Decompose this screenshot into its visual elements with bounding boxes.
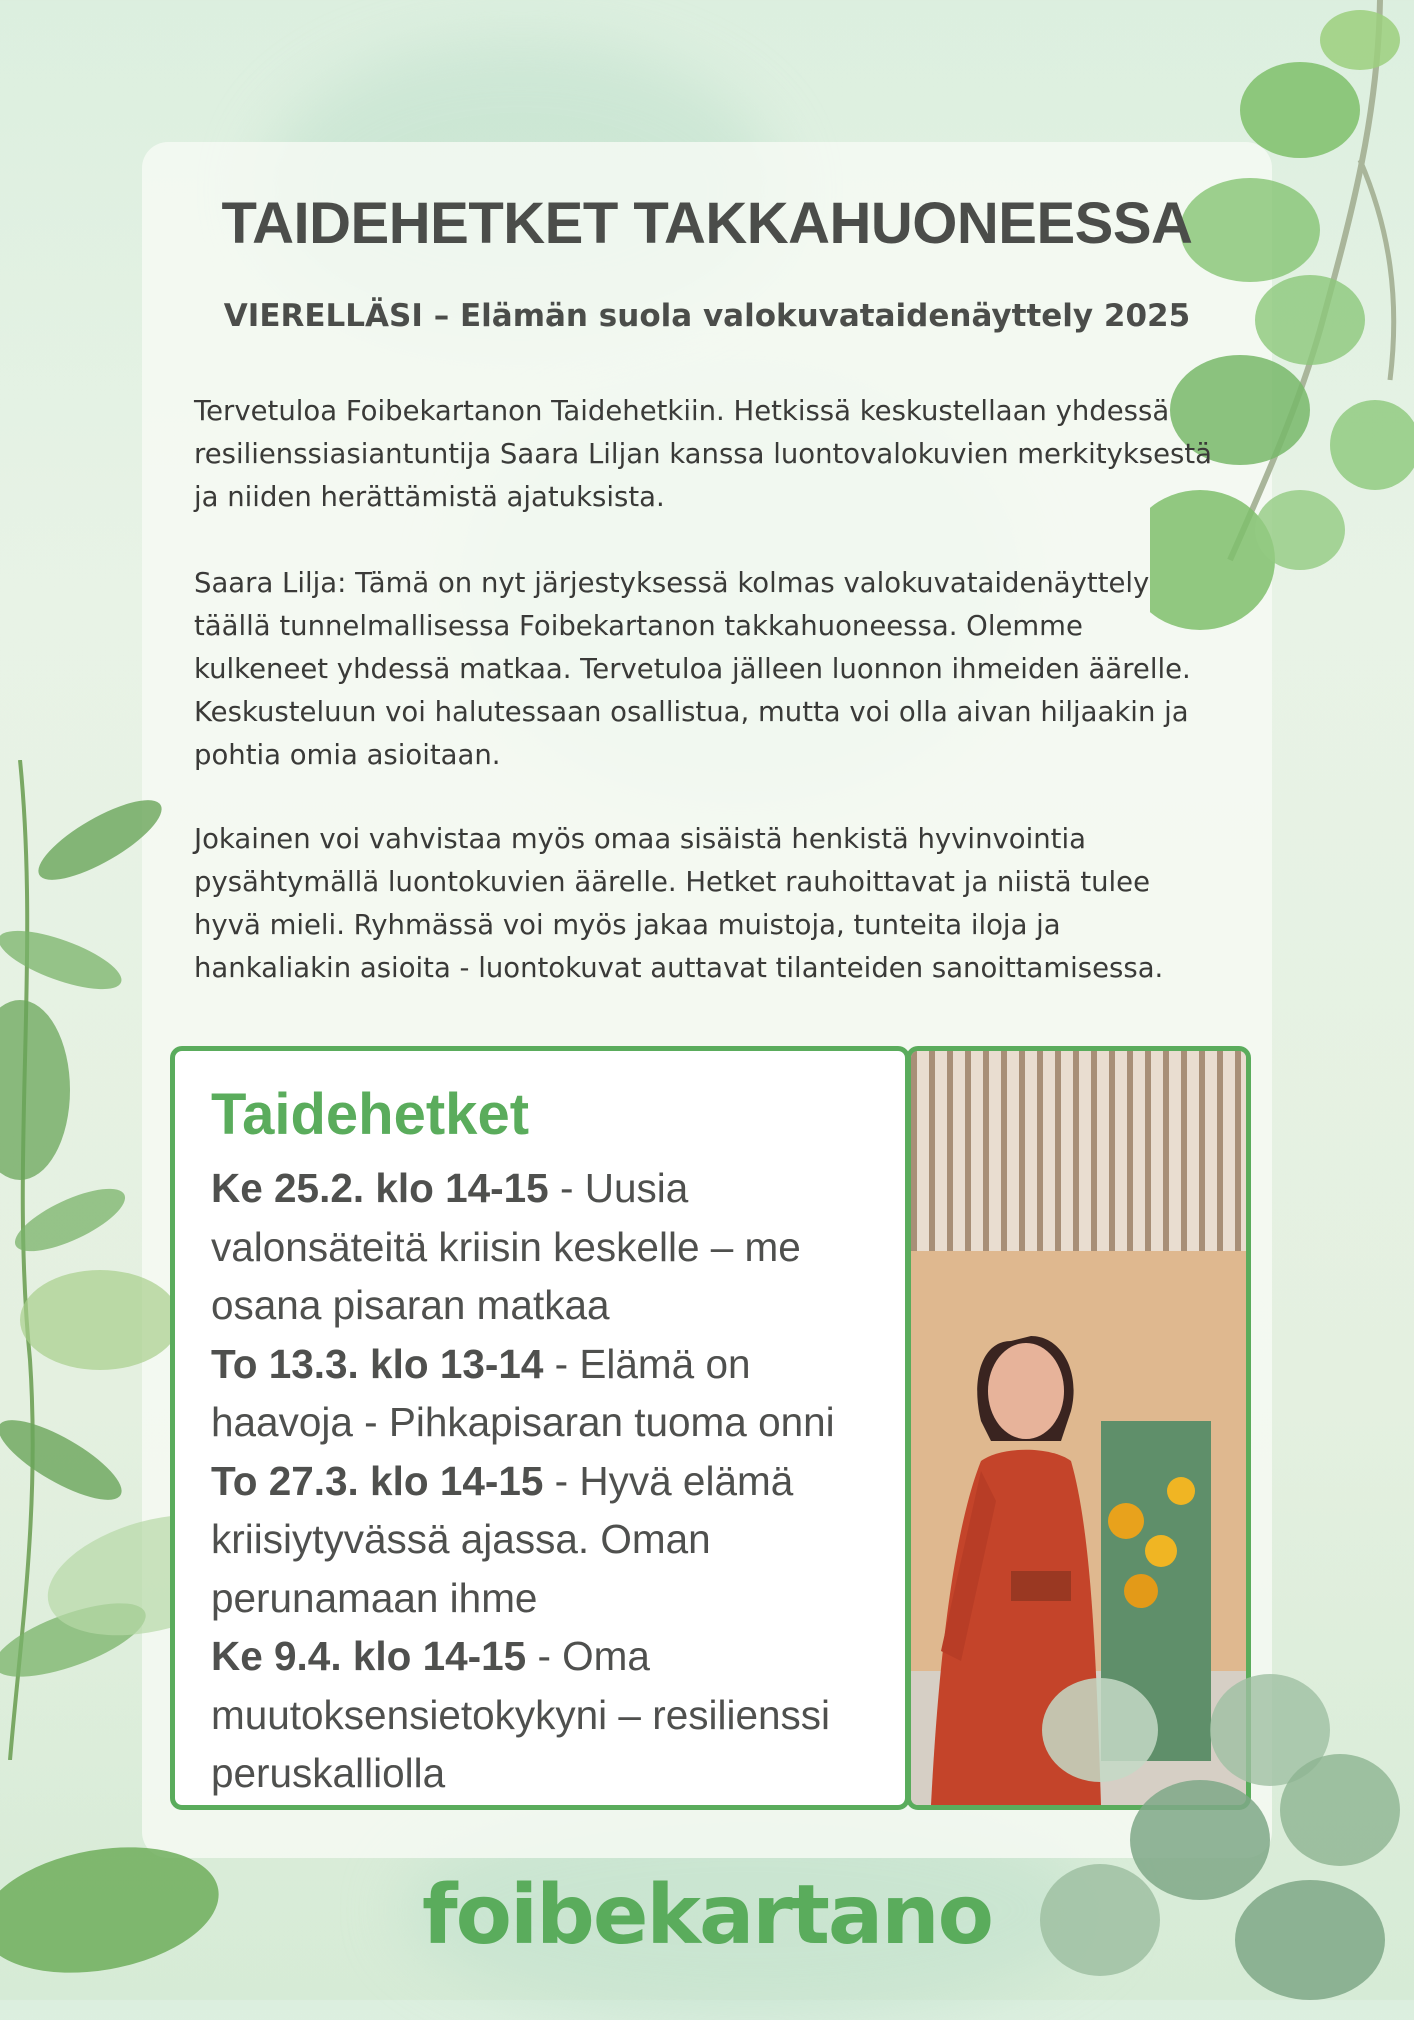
event-topic: - Hyvä elämä kriisiytyvässä ajassa. Oman perunamaan ihme: [211, 1457, 794, 1621]
event-date: Ke 25.2. klo 14-15: [211, 1165, 549, 1211]
list-item: [211, 1452, 901, 1628]
event-topic: - Elämä on haavoja - Pihkapisaran tuoma onni: [211, 1340, 835, 1445]
page-subtitle: VIERELLÄSI – Elämän suola valokuvataidenäyttely 2025: [223, 298, 1191, 334]
list-item: [211, 1627, 901, 1803]
foibekartano-logo: foibekartano: [422, 1868, 992, 1963]
event-date: To 13.3. klo 13-14: [211, 1340, 544, 1387]
event-date: Ke 9.4. klo 14-15: [211, 1633, 527, 1679]
list-item: [211, 1335, 901, 1452]
list-item: [211, 1159, 901, 1335]
page-title: TAIDEHETKET TAKKAHUONEESSA: [221, 191, 1193, 256]
intro-paragraph: Tervetuloa Foibekartanon Taidehetkiin. Hetkissä keskustellaan yhdessä resilienssiasiantuntija Saara Liljan kanssa luontovalokuvien merkityksestä ja niiden herättämistä ajatuksista.: [194, 395, 1213, 513]
event-date: To 27.3. klo 14-15: [211, 1457, 544, 1504]
quote-paragraph: Saara Lilja: Tämä on nyt järjestyksessä kolmas valokuvataidenäyttely täällä tunnelmallisessa Foibekartanon takkahuoneessa. Olemme kulkeneet yhdessä matkaa. Tervetuloa jälleen luonnon ihmeiden äärelle. Keskusteluun voi halutessaan osallistua, mutta voi olla aivan hiljaakin ja pohtia omia asioitaan.: [194, 567, 1191, 771]
event-list: [211, 1159, 901, 1803]
schedule-box: [170, 1046, 910, 1810]
event-topic: - Oma muutoksensietokykyni – resilienssi peruskalliolla: [211, 1633, 831, 1796]
schedule-heading: Taidehetket: [211, 1082, 530, 1147]
event-topic: - Uusia valonsäteitä kriisin keskelle – me osana pisaran matkaa: [211, 1165, 801, 1328]
wellbeing-paragraph: Jokainen voi vahvistaa myös omaa sisäistä henkistä hyvinvointia pysähtymällä luontokuvien äärelle. Hetket rauhoittavat ja niistä tulee hyvä mieli. Ryhmässä voi myös jakaa muistoja, tunteita iloja ja hankaliakin asioita - luontokuvat auttavat tilanteiden sanoittamisessa.: [194, 823, 1164, 984]
